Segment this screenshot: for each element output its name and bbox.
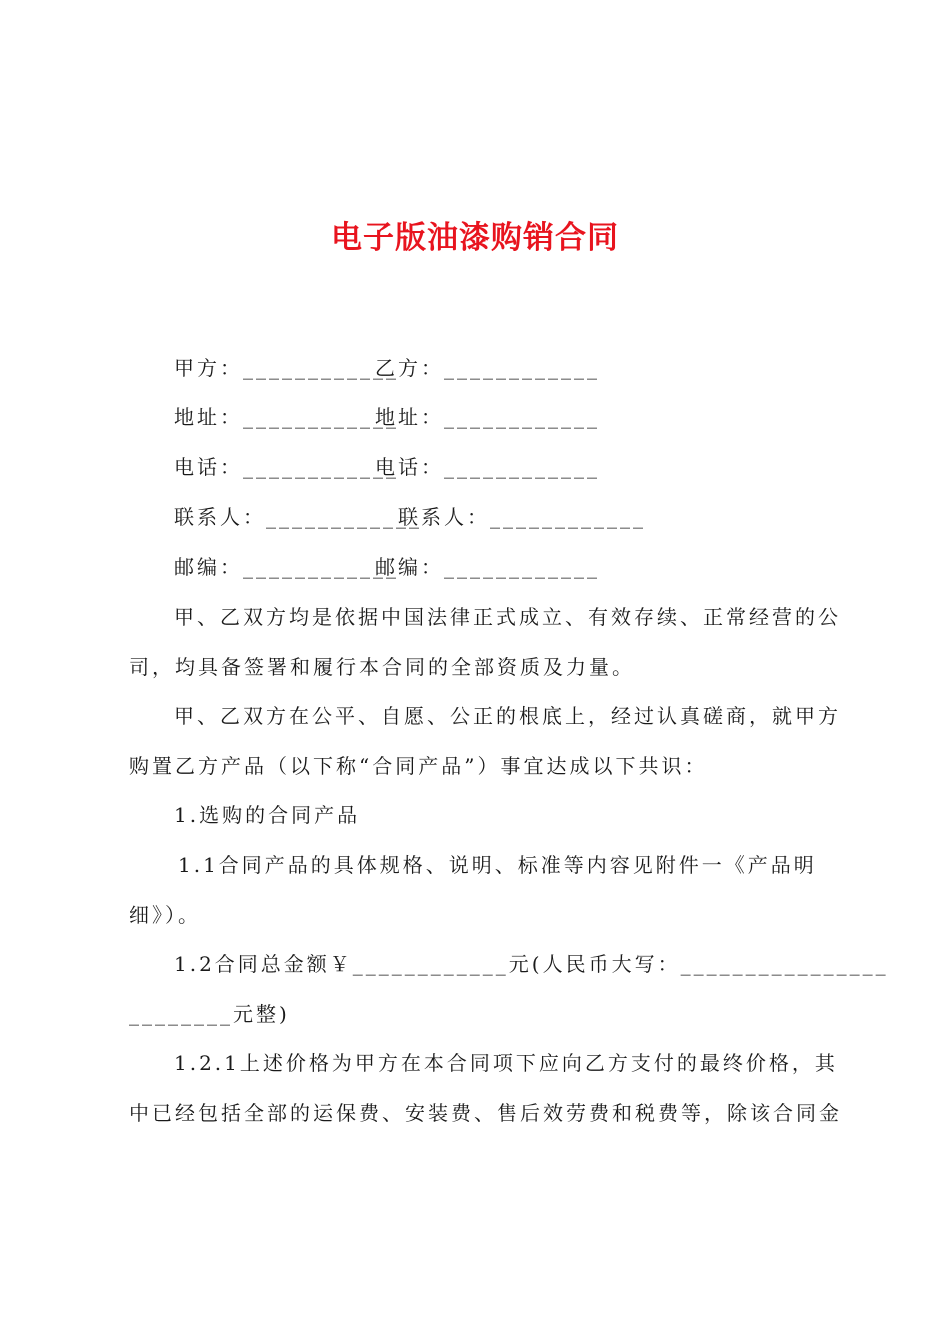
document-title: 电子版油漆购销合同 (331, 220, 619, 256)
party-a-address-field: 地址：____________ (174, 405, 399, 429)
party-name-row (174, 356, 399, 380)
section-1-heading: 1.选购的合同产品 (174, 803, 361, 827)
party-b-address-field: 地址：____________ (375, 405, 600, 429)
address-row-b (375, 405, 600, 429)
party-b-contact-field: 联系人：____________ (398, 505, 646, 529)
clause-1-2-1-line-1: 1.2.1上述价格为甲方在本合同项下应向乙方支付的最终价格，其 (174, 1051, 838, 1075)
party-name-row-b (375, 356, 600, 380)
contact-row-b (398, 505, 646, 529)
party-a-contact-field: 联系人：____________ (174, 505, 422, 529)
clause-1-2-1-line-2: 中已经包括全部的运保费、安装费、售后效劳费和税费等，除该合同金 (129, 1101, 842, 1125)
party-a-postcode-field: 邮编：____________ (174, 555, 399, 579)
party-b-phone-field: 电话：____________ (375, 455, 600, 479)
contact-row (174, 505, 422, 529)
phone-row-b (375, 455, 600, 479)
postcode-row (174, 555, 399, 579)
paragraph-2-line-2: 购置乙方产品（以下称“合同产品”）事宜达成以下共识： (129, 754, 708, 778)
paragraph-2-line-1: 甲、乙双方在公平、自愿、公正的根底上，经过认真磋商，就甲方 (174, 704, 841, 728)
paragraph-1-line-2: 司，均具备签署和履行本合同的全部资质及力量。 (129, 655, 635, 679)
party-a-name-field: 甲方：____________ (174, 356, 399, 380)
clause-1-1-line-1: 1.1合同产品的具体规格、说明、标准等内容见附件一《产品明 (178, 853, 817, 877)
party-a-phone-field: 电话：____________ (174, 455, 399, 479)
party-b-postcode-field: 邮编：____________ (375, 555, 600, 579)
postcode-row-b (375, 555, 600, 579)
clause-1-1-line-2: 细》）。 (129, 903, 201, 927)
phone-row (174, 455, 399, 479)
clause-1-2-line-1: 1.2合同总金额￥____________元(人民币大写：________________ (174, 952, 889, 976)
address-row (174, 405, 399, 429)
clause-1-2-line-2: ________元整) (129, 1002, 290, 1026)
paragraph-1-line-1: 甲、乙双方均是依据中国法律正式成立、有效存续、正常经营的公 (174, 605, 841, 629)
party-b-name-field: 乙方：____________ (375, 356, 600, 380)
